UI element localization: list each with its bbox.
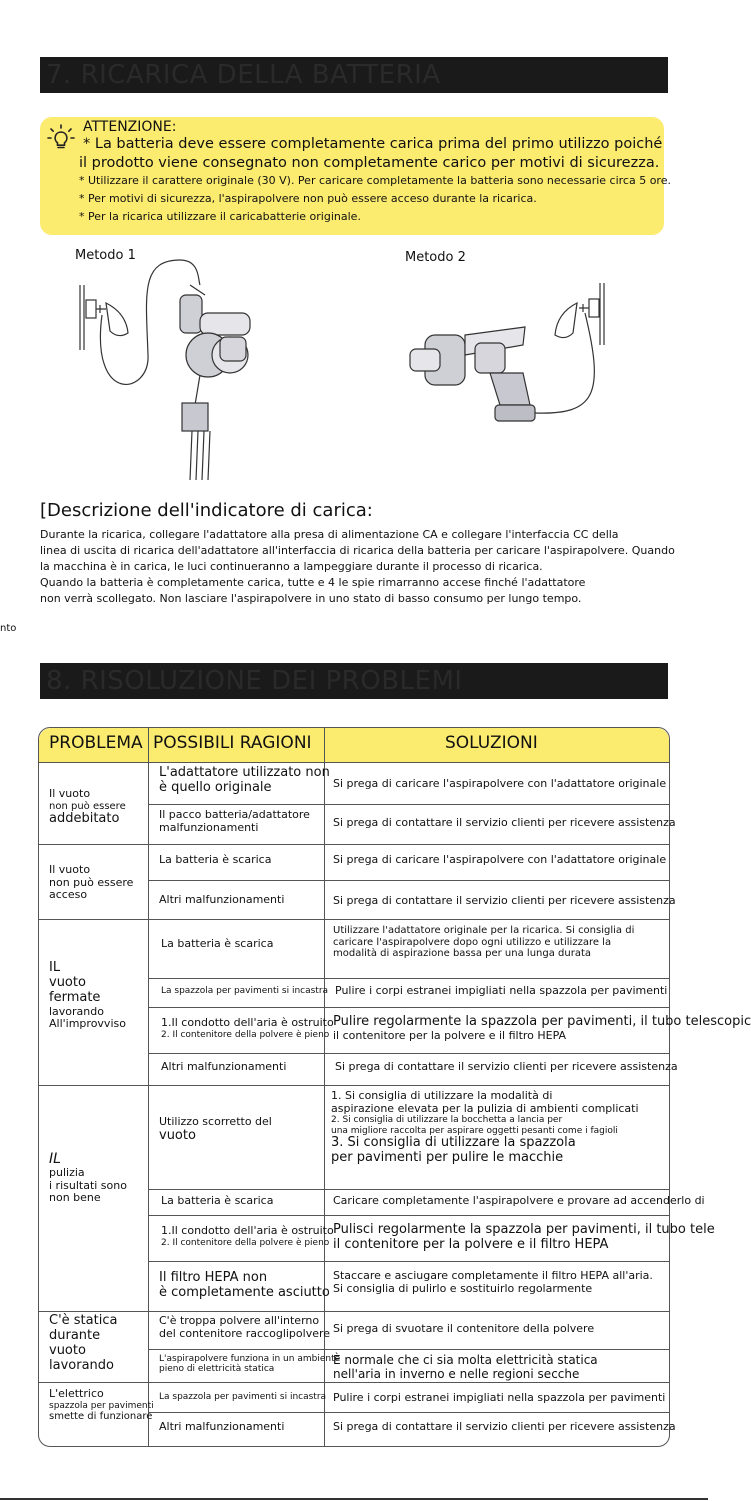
row-divider [149, 1189, 669, 1190]
method-1-illustration [70, 255, 270, 480]
section-7-title: 7. RICARICA DELLA BATTERIA [40, 57, 668, 93]
method-2-illustration [405, 265, 615, 435]
reason-cell: L'adattatore utilizzato non è quello originale [159, 765, 330, 795]
table-header [39, 728, 669, 763]
problem-cell: Il vuoto non può essere addebitato [49, 787, 126, 827]
reason-cell: Utilizzo scorretto del vuoto [159, 1115, 272, 1143]
reason-cell: Il filtro HEPA non è completamente asciutto [159, 1270, 330, 1300]
solution-cell: Pulire i corpi estranei impigliati nella spazzola per pavimenti [333, 1391, 666, 1404]
section-8-title: 8. RISOLUZIONE DEI PROBLEMI [40, 663, 668, 699]
solution-cell: Utilizzare l'adattatore originale per la ricarica. Si consiglia di caricare l'aspirapolvere dopo ogni utilizzo e utilizzare la modalità di aspirazione bassa per una lunga durata [333, 925, 635, 959]
solution-cell: È normale che ci sia molta elettricità statica nell'aria in inverno e nelle regioni secche [333, 1353, 598, 1381]
indicator-line: non verrà scollegato. Non lasciare l'aspirapolvere in uno stato di basso consumo per lungo tempo. [40, 592, 582, 605]
reason-cell: 1.Il condotto dell'aria è ostruito 2. Il contenitore della polvere è pieno [161, 1224, 334, 1248]
indicator-line: Quando la batteria è completamente carica, tutte e 4 le spie rimarranno accese finché l'adattatore [40, 576, 586, 589]
solution-cell: Si prega di caricare l'aspirapolvere con l'adattatore originale [333, 777, 667, 790]
stray-text: nto [0, 623, 17, 634]
attention-note: * Utilizzare il carattere originale (30 V). Per caricare completamente la batteria sono necessarie circa 5 ore. [79, 174, 671, 187]
row-divider [149, 978, 669, 979]
solution-cell: Si prega di caricare l'aspirapolvere con l'adattatore originale [333, 853, 667, 866]
solution-cell: Caricare completamente l'aspirapolvere e provare ad accenderlo di [333, 1194, 705, 1207]
group-divider [39, 1382, 669, 1383]
row-divider [149, 1053, 669, 1054]
row-divider [149, 1215, 669, 1216]
solution-cell: 1. Si consiglia di utilizzare la modalità di aspirazione elevata per la pulizia di ambienti complicati 2. Si consiglia di utilizzare la bocchetta a lancia per una migliore raccolta per aspirare oggetti pesanti come i fagioli 3. Si consiglia di utilizzare la spazzola per pavimenti per pulire le macchie [331, 1089, 639, 1165]
column-divider [148, 728, 149, 1446]
solution-cell: Si prega di contattare il servizio clienti per ricevere assistenza [333, 1420, 676, 1433]
attention-box [40, 117, 671, 235]
solution-cell: Si prega di contattare il servizio clienti per ricevere assistenza [335, 1060, 678, 1073]
header-reasons: POSSIBILI RAGIONI [153, 733, 312, 753]
solution-cell: Pulire regolarmente la spazzola per pavimenti, il tubo telescopic il contenitore per la polvere e il filtro HEPA [333, 1014, 751, 1042]
reason-cell: Altri malfunzionamenti [159, 893, 285, 906]
group-divider [39, 919, 669, 920]
header-solutions: SOLUZIONI [445, 733, 538, 753]
method-2-label: Metodo 2 [405, 250, 466, 265]
row-divider [149, 804, 669, 805]
reason-cell: 1.Il condotto dell'aria è ostruito 2. Il contenitore della polvere è pieno [161, 1016, 334, 1040]
solution-cell: Si prega di contattare il servizio clienti per ricevere assistenza [333, 816, 676, 829]
lightbulb-icon [46, 123, 76, 153]
problem-cell: IL vuoto fermate lavorando All'improvviso [49, 960, 126, 1031]
row-divider [149, 1261, 669, 1262]
reason-cell: Il pacco batteria/adattatore malfunzionamenti [159, 808, 310, 834]
troubleshooting-table [38, 727, 751, 1447]
indicator-line: linea di uscita di ricarica dell'adattatore all'interfaccia di ricarica della batteria per caricare l'aspirapolvere. Quando [40, 544, 675, 557]
attention-note: * Per la ricarica utilizzare il caricabatterie originale. [79, 210, 361, 223]
attention-title: ATTENZIONE: [83, 119, 177, 135]
reason-cell: Altri malfunzionamenti [159, 1420, 285, 1433]
indicator-line: la macchina è in carica, le luci continueranno a lampeggiare durante il processo di ricarica. [40, 560, 543, 573]
solution-cell: Pulisci regolarmente la spazzola per pavimenti, il tubo tele il contenitore per la polvere e il filtro HEPA [333, 1222, 715, 1252]
indicator-line: Durante la ricarica, collegare l'adattatore alla presa di alimentazione CA e collegare l'interfaccia CC della [40, 528, 619, 541]
row-divider [149, 1007, 669, 1008]
header-problem: PROBLEMA [49, 733, 143, 753]
solution-cell: Pulire i corpi estranei impigliati nella spazzola per pavimenti [335, 984, 668, 997]
reason-cell: La batteria è scarica [161, 1194, 274, 1207]
reason-cell: L'aspirapolvere funziona in un ambiente pieno di elettricità statica [159, 1354, 341, 1375]
group-divider [39, 1311, 669, 1312]
group-divider [39, 844, 669, 845]
reason-cell: La spazzola per pavimenti si incastra [159, 1392, 327, 1402]
reason-cell: La batteria è scarica [161, 937, 274, 950]
solution-cell: Staccare e asciugare completamente il filtro HEPA all'aria. Si consiglia di pulirlo e sostituirlo regolarmente [333, 1269, 653, 1295]
solution-cell: Si prega di contattare il servizio clienti per ricevere assistenza [333, 894, 676, 907]
solution-cell: Si prega di svuotare il contenitore della polvere [333, 1322, 595, 1335]
row-divider [149, 1412, 669, 1413]
attention-note: * Per motivi di sicurezza, l'aspirapolvere non può essere acceso durante la ricarica. [79, 192, 537, 205]
indicator-title: [Descrizione dell'indicatore di carica: [40, 500, 373, 521]
row-divider [149, 1349, 669, 1350]
problem-cell: C'è statica durante vuoto lavorando [49, 1313, 118, 1373]
problem-cell: IL pulizia i risultati sono non bene [49, 1151, 127, 1205]
reason-cell: La spazzola per pavimenti si incastra [161, 986, 329, 996]
page-bottom-rule [0, 1498, 708, 1500]
attention-line-2: il prodotto viene consegnato non completamente carico per motivi di sicurezza. [79, 155, 660, 171]
attention-line-1: * La batteria deve essere completamente carica prima del primo utilizzo poiché [83, 136, 663, 152]
row-divider [149, 880, 669, 881]
group-divider [39, 1085, 669, 1086]
reason-cell: Altri malfunzionamenti [161, 1060, 287, 1073]
problem-cell: L'elettrico spazzola per pavimenti smette di funzionare [49, 1387, 154, 1422]
reason-cell: C'è troppa polvere all'interno del contenitore raccoglipolvere [159, 1314, 331, 1340]
reason-cell: La batteria è scarica [159, 853, 272, 866]
problem-cell: Il vuoto non può essere acceso [49, 863, 134, 902]
method-1-label: Metodo 1 [75, 248, 136, 263]
